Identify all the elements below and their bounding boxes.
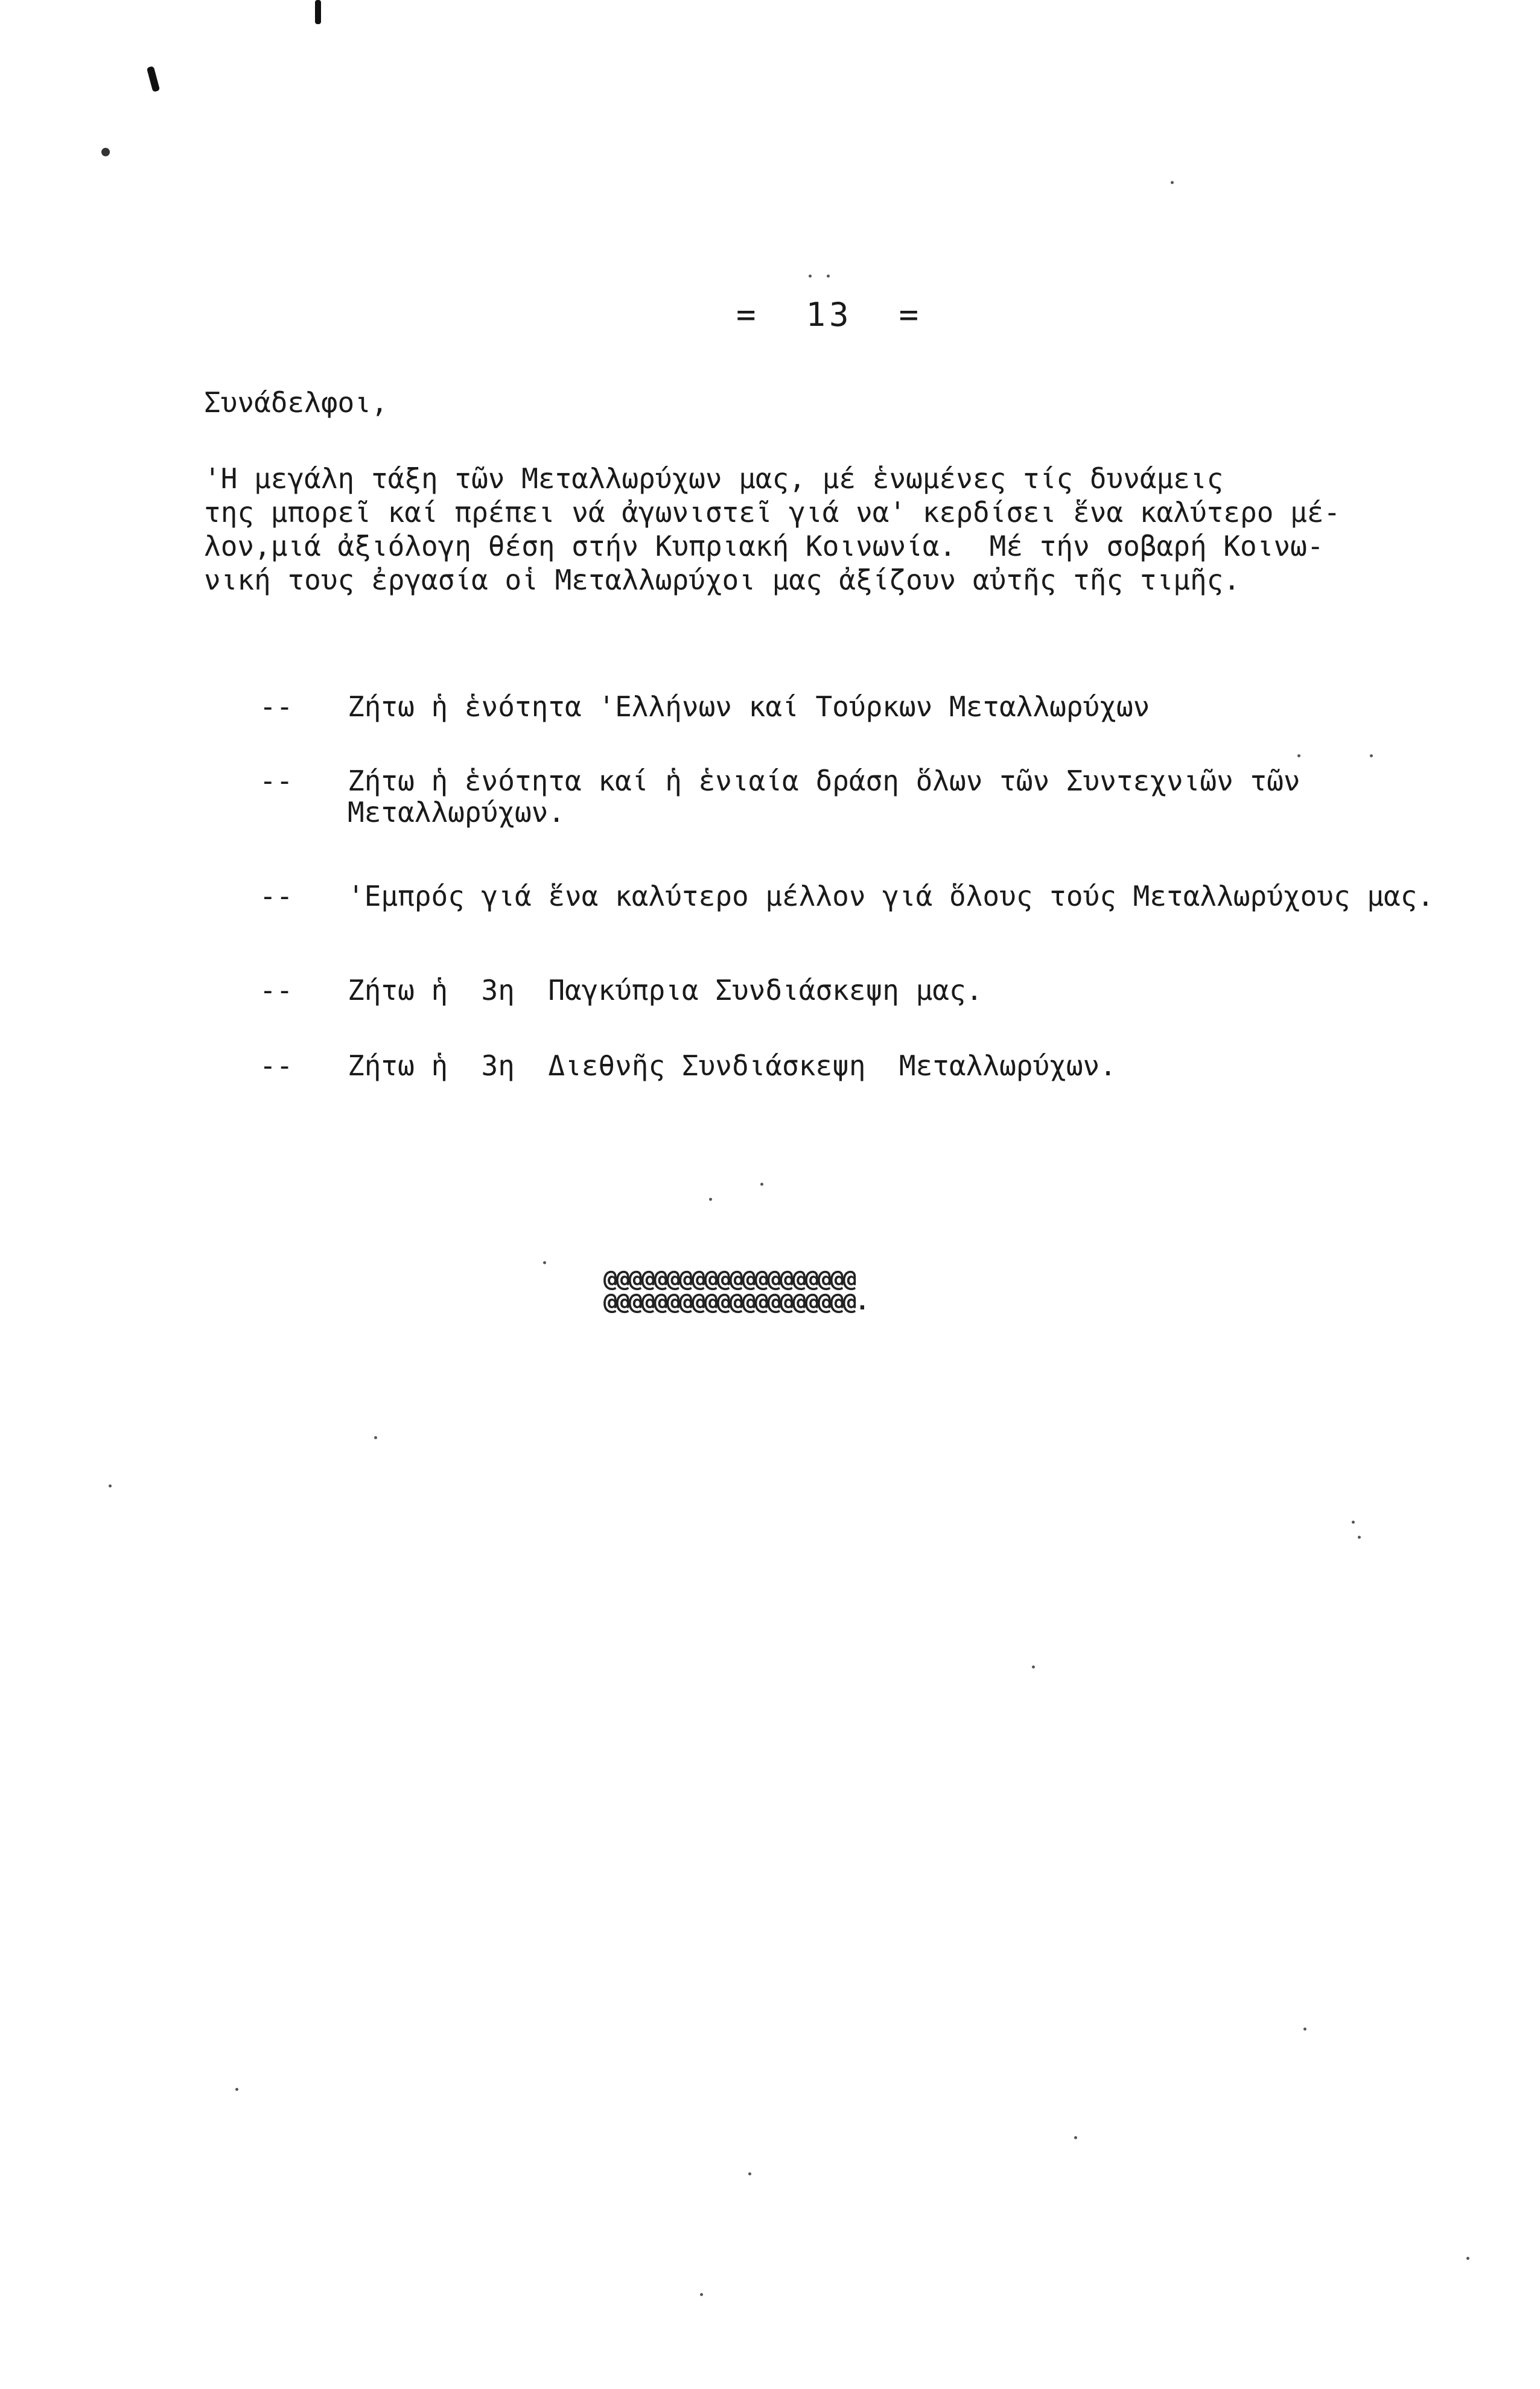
dash-marker: -- xyxy=(259,765,293,797)
scan-speck xyxy=(1466,2257,1469,2260)
scan-speck xyxy=(1303,2028,1306,2031)
slogan-item xyxy=(259,691,1454,722)
slogan-text: Ζήτω ἡ 3η Παγκύπρια Συνδιάσκεψη μας. xyxy=(348,974,983,1007)
scan-speck xyxy=(748,2172,751,2175)
scan-speck xyxy=(1171,181,1174,184)
scan-speck xyxy=(374,1436,377,1439)
scan-speck xyxy=(809,275,812,278)
salutation: Συνάδελφοι, xyxy=(204,386,388,419)
scan-speck xyxy=(760,1183,763,1186)
scan-mark-left xyxy=(147,66,160,92)
slogan-text: Ζήτω ἡ ἑνότητα 'Ελλήνων καί Τούρκων Μεταλλωρύχων xyxy=(348,690,1150,723)
scan-speck xyxy=(1074,2136,1077,2139)
scan-speck xyxy=(1358,1536,1361,1539)
scan-speck xyxy=(1032,1665,1035,1668)
dash-marker: -- xyxy=(259,880,293,912)
paragraph-line: νική τους ἐργασία οἱ Μεταλλωρύχοι μας ἀξίζουν αὐτῆς τῆς τιμῆς. xyxy=(204,564,1241,596)
scan-speck xyxy=(235,2088,238,2091)
scan-speck xyxy=(709,1198,712,1201)
dash-marker: -- xyxy=(259,974,293,1007)
ornament-row: @@@@@@@@@@@@@@@@@@@@ xyxy=(603,1265,856,1292)
scan-speck xyxy=(1352,1521,1355,1524)
dash-marker: -- xyxy=(259,1049,293,1082)
scan-speck xyxy=(1370,754,1373,757)
closing-ornament xyxy=(603,1267,868,1313)
slogan-item xyxy=(259,765,1454,828)
scan-speck xyxy=(1297,754,1300,757)
dash-marker: -- xyxy=(259,690,293,723)
paragraph-line: της μπορεῖ καί πρέπει νά ἀγωνιστεῖ γιά να' κερδίσει ἕνα καλύτερο μέ- xyxy=(204,496,1341,529)
slogan-item xyxy=(259,1050,1454,1081)
body-paragraph xyxy=(204,462,1441,597)
paragraph-line: 'Η μεγάλη τάξη τῶν Μεταλλωρύχων μας, μέ ἑνωμένες τίς δυνάμεις xyxy=(204,462,1224,495)
paragraph-line: λον,μιά ἀξιόλογη θέση στήν Κυπριακή Κοινωνία. Μέ τήν σοβαρή Κοινω- xyxy=(204,530,1324,562)
slogan-text: 'Εμπρός γιά ἕνα καλύτερο μέλλον γιά ὅλους τούς Μεταλλωρύχους μας. xyxy=(348,880,1434,912)
slogan-text: Ζήτω ἡ ἑνότητα καί ἡ ἑνιαία δράση ὅλων τῶν Συντεχνιῶν τῶν Μεταλλωρύχων. xyxy=(348,765,1317,829)
scan-speck xyxy=(543,1261,546,1264)
slogan-item xyxy=(259,880,1454,912)
scan-mark-small xyxy=(101,148,110,156)
slogan-text: Ζήτω ἡ 3η Διεθνῆς Συνδιάσκεψη Μεταλλωρύχων. xyxy=(348,1049,1116,1082)
ornament-row: @@@@@@@@@@@@@@@@@@@@. xyxy=(603,1288,868,1315)
page-number: = 13 = xyxy=(736,296,923,334)
scan-speck xyxy=(827,275,830,278)
scan-speck xyxy=(700,2293,703,2296)
scan-mark-top xyxy=(315,0,321,24)
slogan-item xyxy=(259,975,1454,1006)
scan-speck xyxy=(109,1484,112,1487)
